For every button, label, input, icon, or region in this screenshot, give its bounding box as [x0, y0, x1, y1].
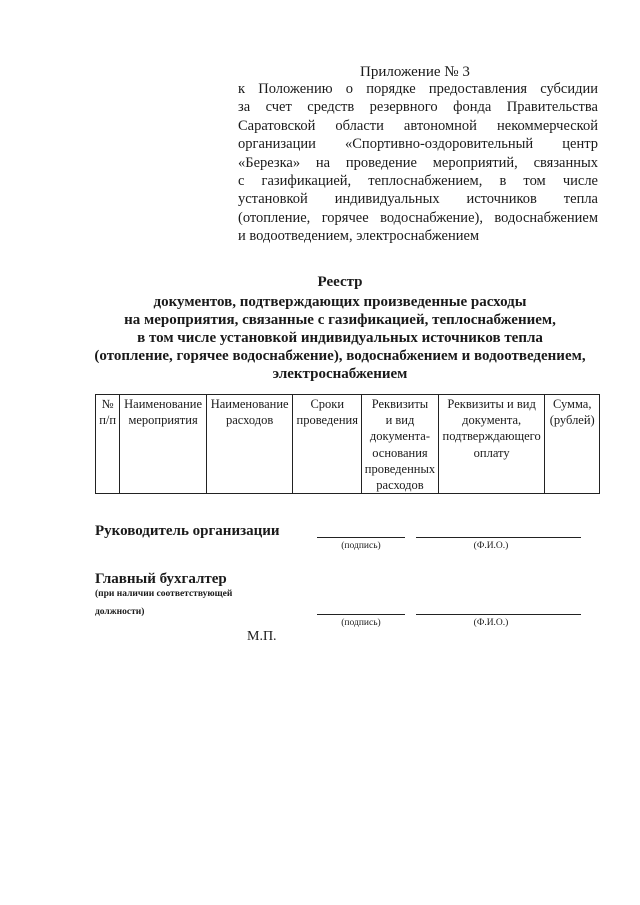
appendix-line: «Березка» на проведение мероприятий, связанных: [238, 154, 598, 171]
appendix-line: организации «Спортивно-оздоровительный центр: [238, 136, 598, 153]
registry-title: [40, 273, 640, 383]
registry-title-line: документов, подтверждающих произведенные расходы: [153, 294, 527, 310]
accountant-signature-line: [317, 614, 405, 615]
column-header-amount: Сумма, (рублей): [545, 395, 600, 494]
appendix-line: и водоотведением, электроснабжением: [238, 228, 480, 245]
column-header-basis-document: Реквизиты и вид документа- основания проведенных расходов: [362, 395, 439, 494]
registry-heading: Реестр: [317, 274, 363, 290]
column-header-event-name: Наименование мероприятия: [120, 395, 207, 494]
column-header-number: № п/п: [96, 395, 120, 494]
head-signature-caption: (подпись): [341, 541, 381, 551]
appendix-reference: [238, 80, 598, 246]
accountant-name-line: [416, 614, 581, 615]
registry-title-line: электроснабжением: [272, 366, 408, 382]
registry-title-line: на мероприятия, связанные с газификацией, теплоснабжением,: [124, 312, 556, 328]
appendix-line: Саратовской области автономной некоммерческой: [238, 117, 598, 134]
stamp-placeholder: М.П.: [247, 629, 277, 644]
column-header-dates: Сроки проведения: [293, 395, 362, 494]
appendix-line: к Положению о порядке предоставления субсидии: [238, 81, 598, 97]
appendix-line: (отопление, горячее водоснабжение), водоснабжением: [238, 209, 598, 226]
appendix-line: установкой индивидуальных источников тепла: [238, 191, 598, 208]
head-name-caption: (Ф.И.О.): [473, 541, 509, 551]
registry-title-line: в том числе установкой индивидуальных источников тепла: [137, 330, 543, 346]
registry-title-line: (отопление, горячее водоснабжение), водоснабжением и водоотведением,: [94, 348, 586, 364]
column-header-expense-name: Наименование расходов: [206, 395, 293, 494]
head-name-line: [416, 537, 581, 538]
registry-table: [95, 394, 600, 494]
accountant-signature-label: Главный бухгалтер: [95, 571, 227, 587]
accountant-signature-caption: (подпись): [341, 618, 381, 628]
appendix-line: за счет средств резервного фонда Правительства: [238, 99, 598, 116]
accountant-note-line: должности): [95, 607, 145, 617]
accountant-name-caption: (Ф.И.О.): [473, 618, 509, 628]
head-signature-label: Руководитель организации: [95, 523, 280, 539]
head-signature-line: [317, 537, 405, 538]
appendix-line: с газификацией, теплоснабжением, в том числе: [238, 173, 598, 190]
table-header-row: [96, 395, 600, 494]
column-header-payment-document: Реквизиты и вид документа, подтверждающего оплату: [438, 395, 545, 494]
appendix-title: Приложение № 3: [360, 64, 470, 80]
accountant-note-line: (при наличии соответствующей: [95, 589, 233, 599]
